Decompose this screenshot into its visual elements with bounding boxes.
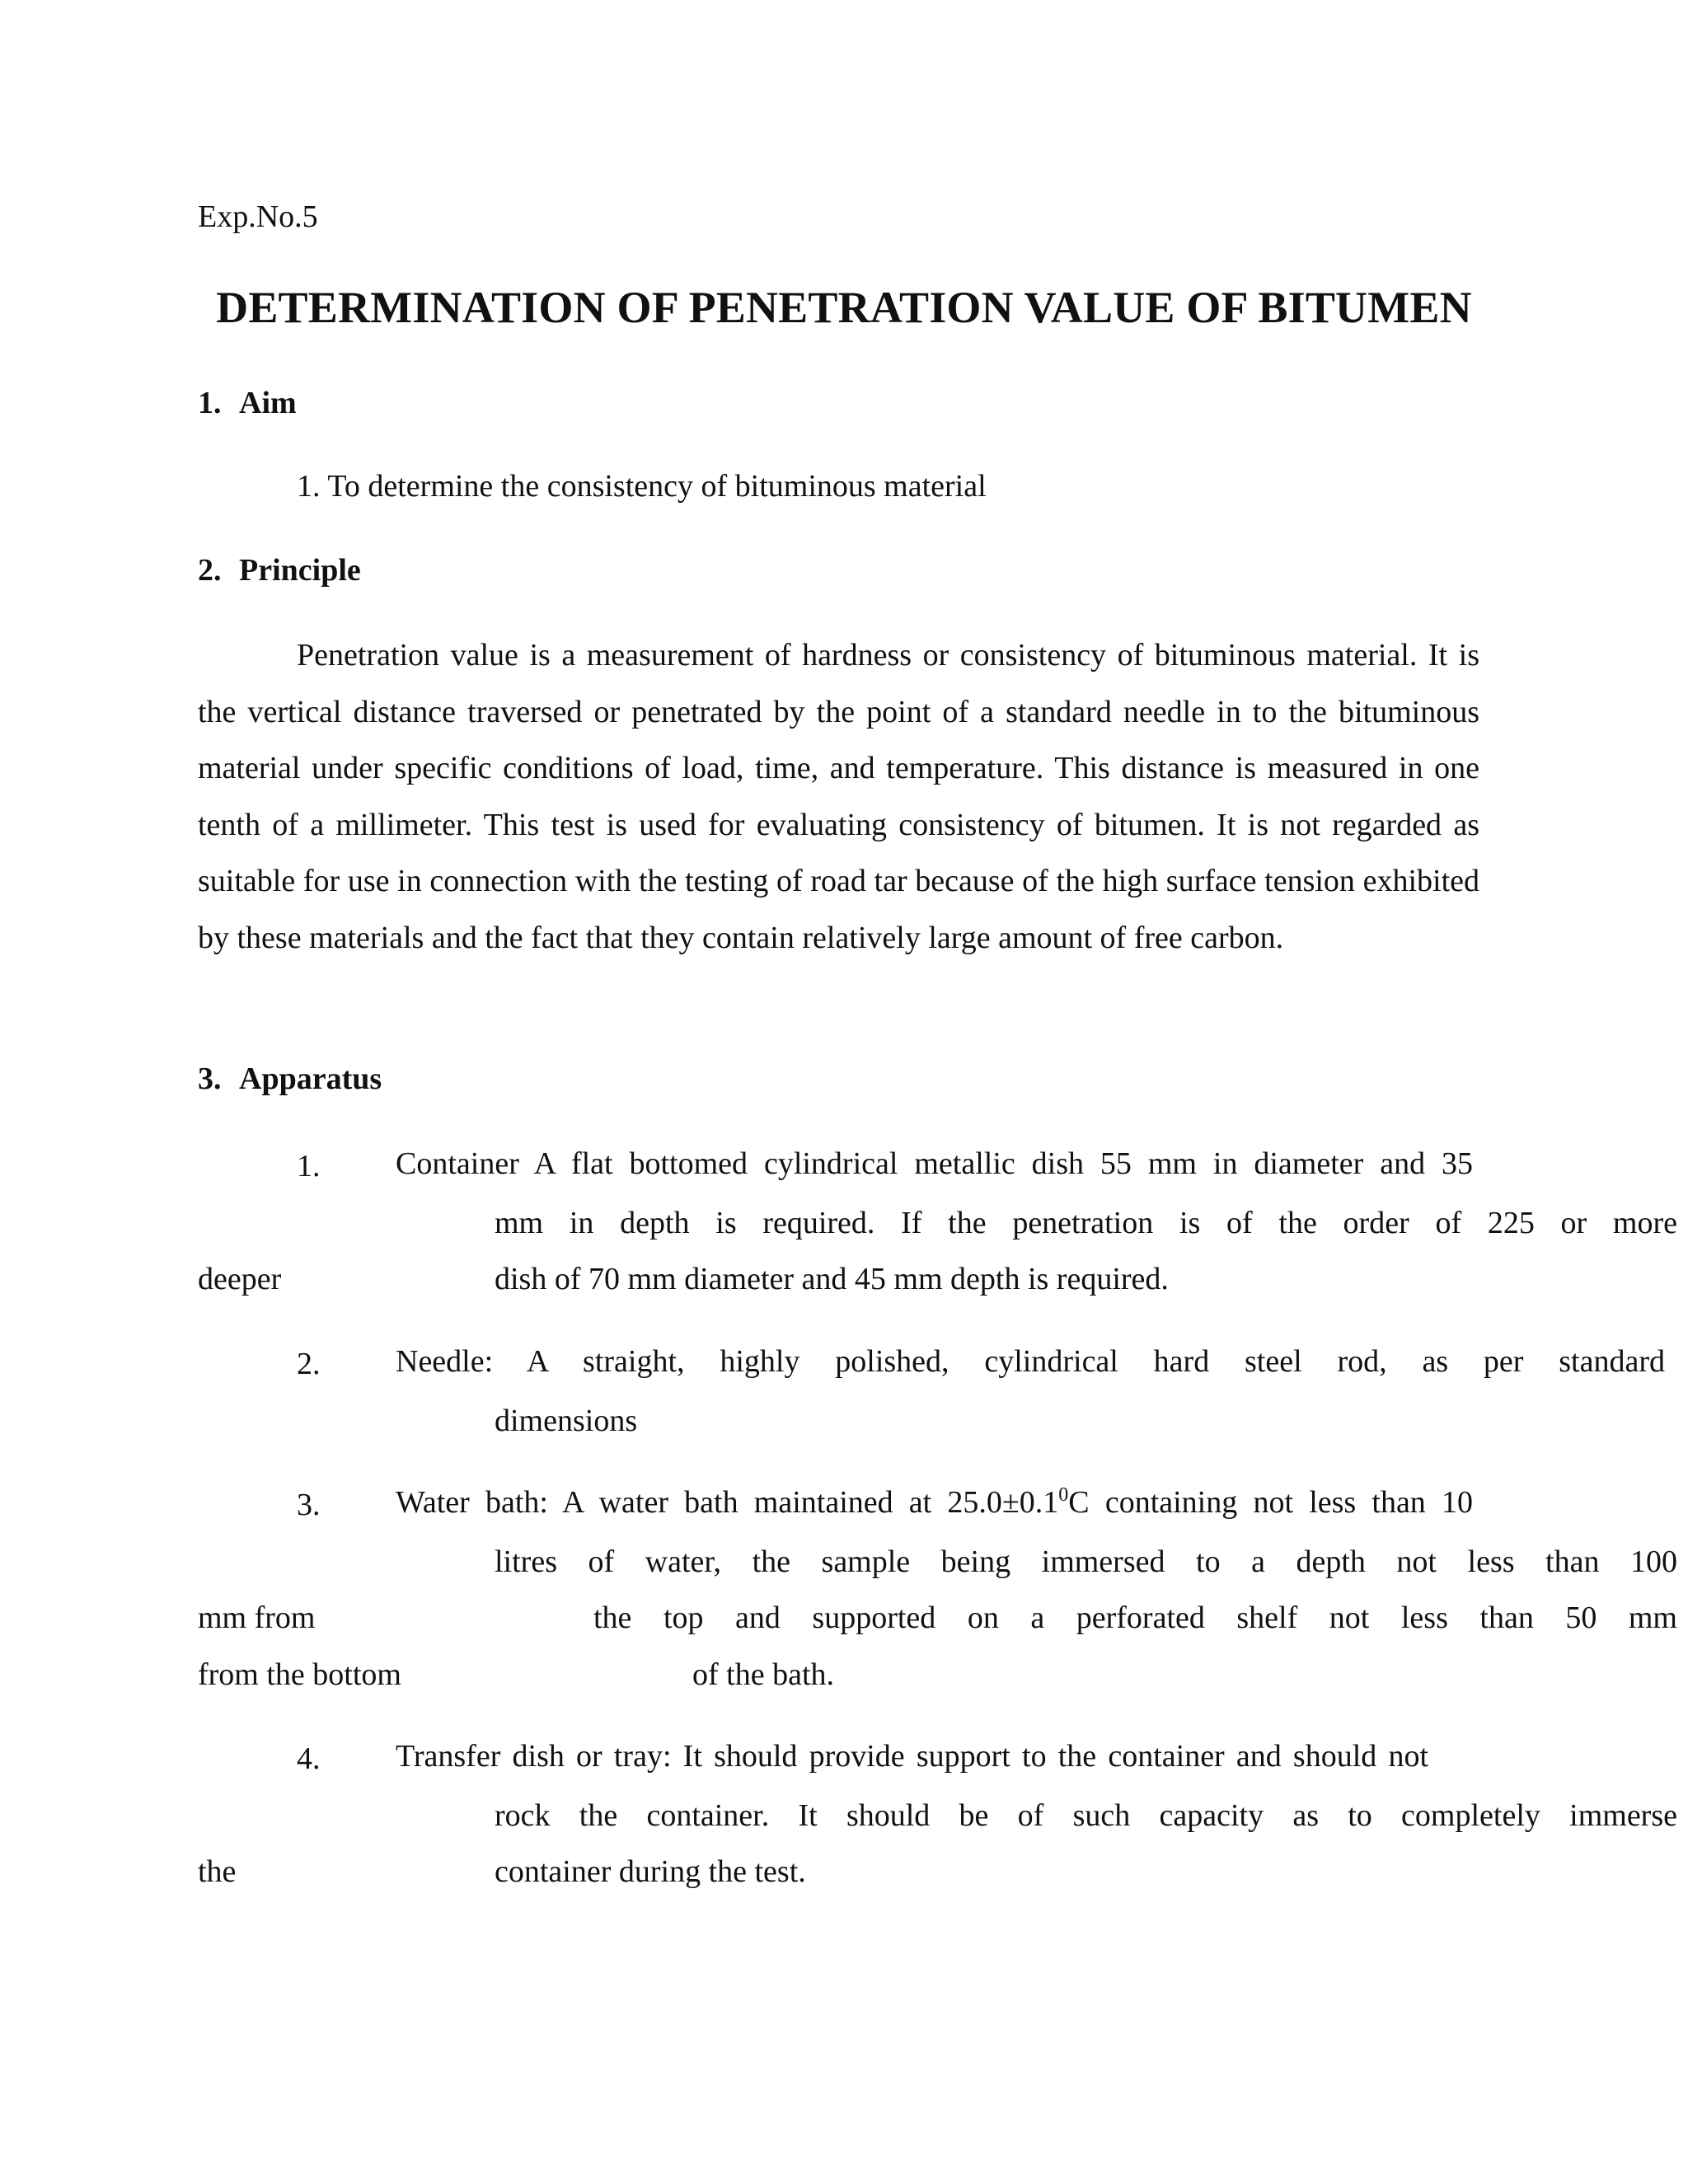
- principle-paragraph: Penetration value is a measurement of hardness or consistency of bituminous material. It is the vertical distance traversed or penetrated by the point of a standard needle in to the bituminous material under specific conditions of load, time, and temperature. This distance is measured in one tenth of a millimeter. This test is used for evaluating consistency of bitumen. It is not regarded as suitable for use in connection with the testing of road tar because of the high surface tension exhibited by these materials and the fact that they contain relatively large amount of free carbon.: [198, 638, 1479, 955]
- section-heading-label: Principle: [239, 553, 361, 588]
- document-title: DETERMINATION OF PENETRATION VALUE OF BITUMEN: [216, 283, 1472, 332]
- apparatus-item-line: the top and supported on a perforated shelf not less than 50 mm: [593, 1601, 1677, 1635]
- aim-item: 1. To determine the consistency of bituminous material: [297, 469, 987, 504]
- section-number: 1.: [198, 386, 222, 420]
- section-number: 3.: [198, 1062, 222, 1096]
- apparatus-item-line: container during the test.: [495, 1854, 806, 1889]
- apparatus-item-line: of the bath.: [692, 1657, 835, 1692]
- apparatus-item-line: [396, 1484, 1474, 1520]
- apparatus-item-wrap-word: mm from: [198, 1601, 316, 1635]
- degree-superscript: 0: [1058, 1484, 1069, 1506]
- apparatus-item: [198, 1344, 1665, 1402]
- section-number: 2.: [198, 553, 222, 588]
- apparatus-item-wrap-word: the: [198, 1854, 237, 1889]
- apparatus-item-line: rock the container. It should be of such capacity as to completely immerse: [495, 1798, 1677, 1833]
- apparatus-item: [198, 1148, 1479, 1204]
- section-heading-apparatus: [198, 1063, 382, 1094]
- apparatus-item-wrap-word: from the bottom: [198, 1657, 401, 1692]
- section-heading-aim: [198, 387, 297, 419]
- section-heading-label: Aim: [239, 386, 297, 420]
- apparatus-item-line: litres of water, the sample being immersed to a depth not less than 100: [495, 1544, 1677, 1579]
- apparatus-item: [198, 1484, 1479, 1543]
- section-heading-principle: [198, 555, 361, 586]
- apparatus-item-number: 2.: [297, 1347, 321, 1381]
- apparatus-item-line: Transfer dish or tray: It should provide support to the container and should not: [396, 1739, 1428, 1774]
- apparatus-item-line: dimensions: [495, 1404, 638, 1438]
- apparatus-item-continuation: [198, 1205, 1677, 1261]
- apparatus-item-line: mm in depth is required. If the penetration is of the order of 225 or more: [495, 1206, 1677, 1240]
- apparatus-item-number: 3.: [297, 1488, 321, 1522]
- section-heading-label: Apparatus: [239, 1062, 382, 1096]
- apparatus-item-continuation: [198, 1403, 1479, 1459]
- apparatus-item-continuation: [198, 1600, 1677, 1656]
- apparatus-item-line: dish of 70 mm diameter and 45 mm depth is required.: [495, 1262, 1169, 1296]
- apparatus-item-wrap-word: deeper: [198, 1262, 282, 1296]
- apparatus-item-continuation: [198, 1657, 1479, 1713]
- apparatus-item-continuation: [198, 1261, 1479, 1317]
- apparatus-item-continuation: [198, 1854, 1479, 1910]
- water-bath-text-pre: Water bath: A water bath maintained at 25.0±0.1: [396, 1485, 1059, 1520]
- experiment-number: Exp.No.5: [198, 199, 318, 234]
- apparatus-item-continuation: [198, 1544, 1677, 1600]
- apparatus-item-number: 1.: [297, 1149, 321, 1183]
- apparatus-item-line: Container A flat bottomed cylindrical metallic dish 55 mm in diameter and 35: [396, 1146, 1473, 1181]
- apparatus-item-number: 4.: [297, 1741, 321, 1776]
- apparatus-item: [198, 1741, 1479, 1797]
- apparatus-item-continuation: [198, 1797, 1677, 1854]
- apparatus-item-line: Needle: A straight, highly polished, cylindrical hard steel rod, as per standard: [396, 1344, 1665, 1379]
- water-bath-text-post: C containing not less than 10: [1068, 1485, 1474, 1520]
